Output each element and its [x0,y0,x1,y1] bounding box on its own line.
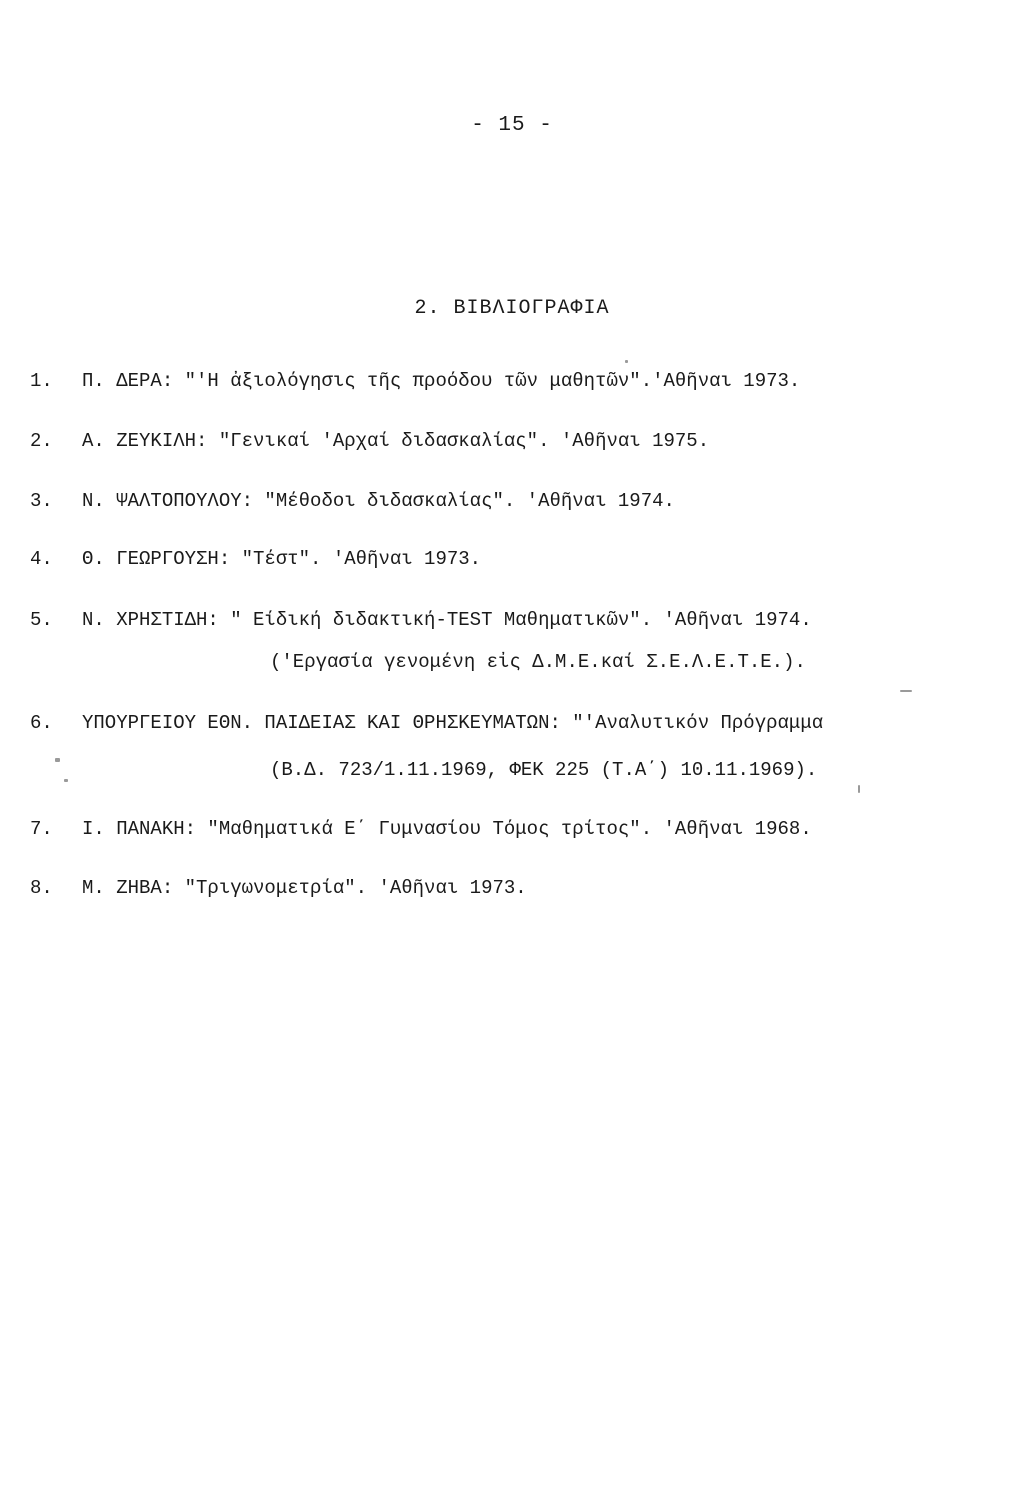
entry-text: ΥΠΟΥΡΓΕΙΟΥ ΕΘΝ. ΠΑΙΔΕΙΑΣ ΚΑΙ ΘΡΗΣΚΕΥΜΑΤΩΝ: "'Αναλυτικόν Πρόγραμμα [82,712,824,734]
entry-text: Ν. ΨΑΛΤΟΠΟΥΛΟΥ: "Μέθοδοι διδασκαλίας". 'Αθῆναι 1974. [82,490,675,512]
bibliography-entry-7 [30,817,812,841]
scan-speck [625,360,628,363]
scan-speck [55,758,60,762]
entry-number: 6. [30,712,53,734]
bibliography-entry-8 [30,876,527,900]
entry-text: Μ. ΖΗΒΑ: "Τριγωνομετρία". 'Αθῆναι 1973. [82,877,527,899]
bibliography-entry-4 [30,547,481,571]
entry-number: 2. [30,430,53,452]
bibliography-entry-3 [30,489,675,513]
entry-number: 5. [30,609,53,631]
entry-number: 8. [30,877,53,899]
scan-speck [64,779,68,782]
entry-text: Θ. ΓΕΩΡΓΟΥΣΗ: "Τέστ". 'Αθῆναι 1973. [82,548,482,570]
bibliography-entry-5 [30,608,812,632]
entry-number: 3. [30,490,53,512]
bibliography-entry-1 [30,369,800,393]
page-number: - 15 - [471,114,553,137]
entry-number: 7. [30,818,53,840]
bibliography-entry-6 [30,711,823,735]
entry-number: 1. [30,370,53,392]
entry-text: Π. ΔΕΡΑ: "'Η ἀξιολόγησις τῆς προόδου τῶν μαθητῶν".'Αθῆναι 1973. [82,370,801,392]
entry-number: 4. [30,548,53,570]
bibliography-entry-6-continuation: (Β.Δ. 723/1.11.1969, ΦΕΚ 225 (Τ.Α΄) 10.11.1969). [270,759,818,781]
entry-text: Ν. ΧΡΗΣΤΙΔΗ: " Είδική διδακτική-TEST Μαθηματικῶν". 'Αθῆναι 1974. [82,609,812,631]
entry-text: Α. ΖΕΥΚΙΛΗ: "Γενικαί 'Αρχαί διδασκαλίας". 'Αθῆναι 1975. [82,430,710,452]
bibliography-entry-5-continuation: ('Εργασία γενομένη εἰς Δ.Μ.Ε.καί Σ.Ε.Λ.Ε.Τ.Ε.). [270,651,806,673]
section-heading: 2. ΒΙΒΛΙΟΓΡΑΦΙΑ [414,297,610,320]
scan-speck [858,785,860,793]
scan-speck [900,690,912,692]
bibliography-entry-2 [30,429,709,453]
entry-text: Ι. ΠΑΝΑΚΗ: "Μαθηματικά Ε΄ Γυμνασίου Τόμος τρίτος". 'Αθῆναι 1968. [82,818,812,840]
